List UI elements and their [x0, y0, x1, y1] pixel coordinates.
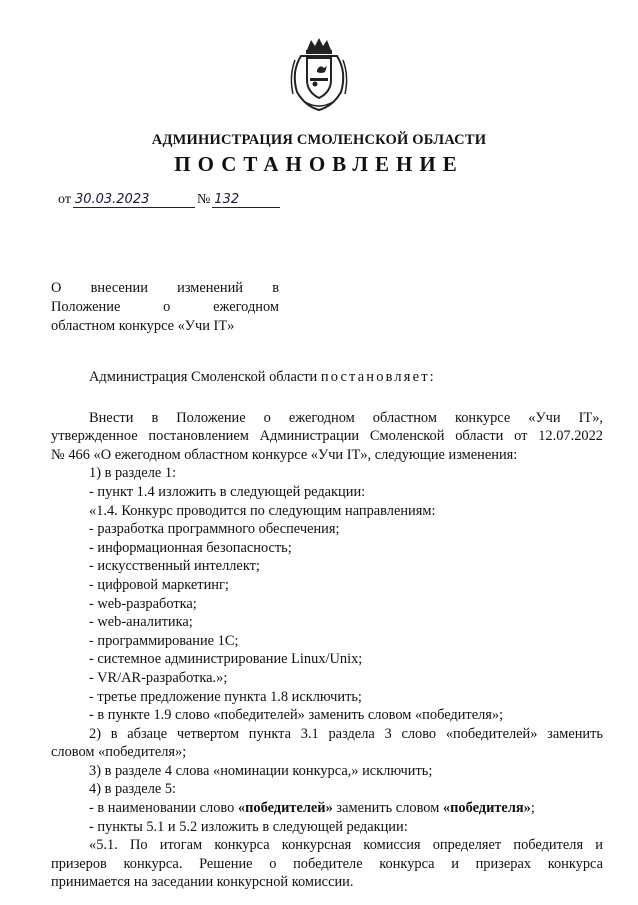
paragraph-line: № 466 «О ежегодном областном конкурсе «Учи IT», следующие изменения:	[51, 446, 518, 463]
paragraph-line: 2) в абзаце четвертом пункта 3.1 раздела 3 слово «победителей» заменить	[89, 725, 603, 742]
subject-line: Положение о ежегодном	[51, 299, 279, 315]
list-item: - программирование 1С;	[89, 632, 239, 649]
paragraph-line: словом «победителя»;	[51, 744, 187, 761]
paragraph-line: утвержденное постановлением Администрации Смоленской области от 12.07.2022	[51, 428, 603, 445]
bold-word: «победителей»	[237, 800, 333, 817]
list-item: - в пункте 1.9 слово «победителей» заменить словом «победителя»;	[89, 707, 504, 724]
intro-text: Администрация Смоленской области	[89, 369, 321, 385]
intro-spaced-text: постановляет:	[320, 369, 436, 385]
list-item-text: - в наименовании слово	[89, 800, 238, 817]
paragraph-line: «5.1. По итогам конкурса конкурсная комиссия определяет победителя и	[89, 837, 603, 854]
list-item: 1) в разделе 1:	[89, 465, 177, 482]
resolution-intro	[51, 368, 603, 387]
list-item: - системное администрирование Linux/Unix;	[89, 651, 363, 668]
number-sign: №	[196, 192, 211, 207]
list-item: - информационная безопасность;	[89, 539, 292, 556]
list-item: - третье предложение пункта 1.8 исключить;	[89, 688, 362, 705]
list-item: - искусственный интеллект;	[89, 558, 260, 575]
organization-title: АДМИНИСТРАЦИЯ СМОЛЕНСКОЙ ОБЛАСТИ	[151, 132, 487, 148]
list-item-text: заменить словом	[332, 800, 443, 817]
list-item: - цифровой маркетинг;	[89, 576, 229, 593]
list-item: «1.4. Конкурс проводится по следующим направлениям:	[89, 502, 436, 519]
date-number-line	[58, 192, 280, 208]
list-item	[51, 799, 603, 818]
paragraph-line: Внести в Положение о ежегодном областном конкурсе «Учи IT»,	[89, 409, 603, 426]
handwritten-date: 30.03.2023	[73, 192, 195, 208]
paragraph-line: призеров конкурса. Решение о победителе конкурса и призерах конкурса	[51, 855, 603, 872]
subject-line: областном конкурсе «Учи IT»	[51, 318, 235, 334]
document-type-title: ПОСТАНОВЛЕНИЕ	[174, 152, 464, 176]
list-item: - пункты 5.1 и 5.2 изложить в следующей редакции:	[89, 818, 408, 835]
document-body	[51, 368, 603, 892]
list-item: - VR/AR-разработка.»;	[89, 669, 228, 686]
subject-block	[51, 279, 279, 336]
list-item: - разработка программного обеспечения;	[89, 521, 340, 538]
list-item: - пункт 1.4 изложить в следующей редакции:	[89, 483, 366, 500]
paragraph-line: принимается на заседании конкурсной комиссии.	[51, 874, 354, 891]
list-item: - web-аналитика;	[89, 614, 193, 631]
handwritten-number: 132	[212, 192, 280, 208]
list-item: - web-разработка;	[89, 595, 197, 612]
list-item: 3) в разделе 4 слова «номинации конкурса,» исключить;	[89, 762, 433, 779]
date-prefix: от	[58, 192, 71, 207]
bold-word: «победителя»	[442, 800, 531, 817]
subject-line: О внесении изменений в	[51, 280, 279, 296]
coat-of-arms-emblem	[287, 36, 351, 112]
list-item: 4) в разделе 5:	[89, 781, 177, 798]
list-item-text: ;	[530, 800, 535, 817]
